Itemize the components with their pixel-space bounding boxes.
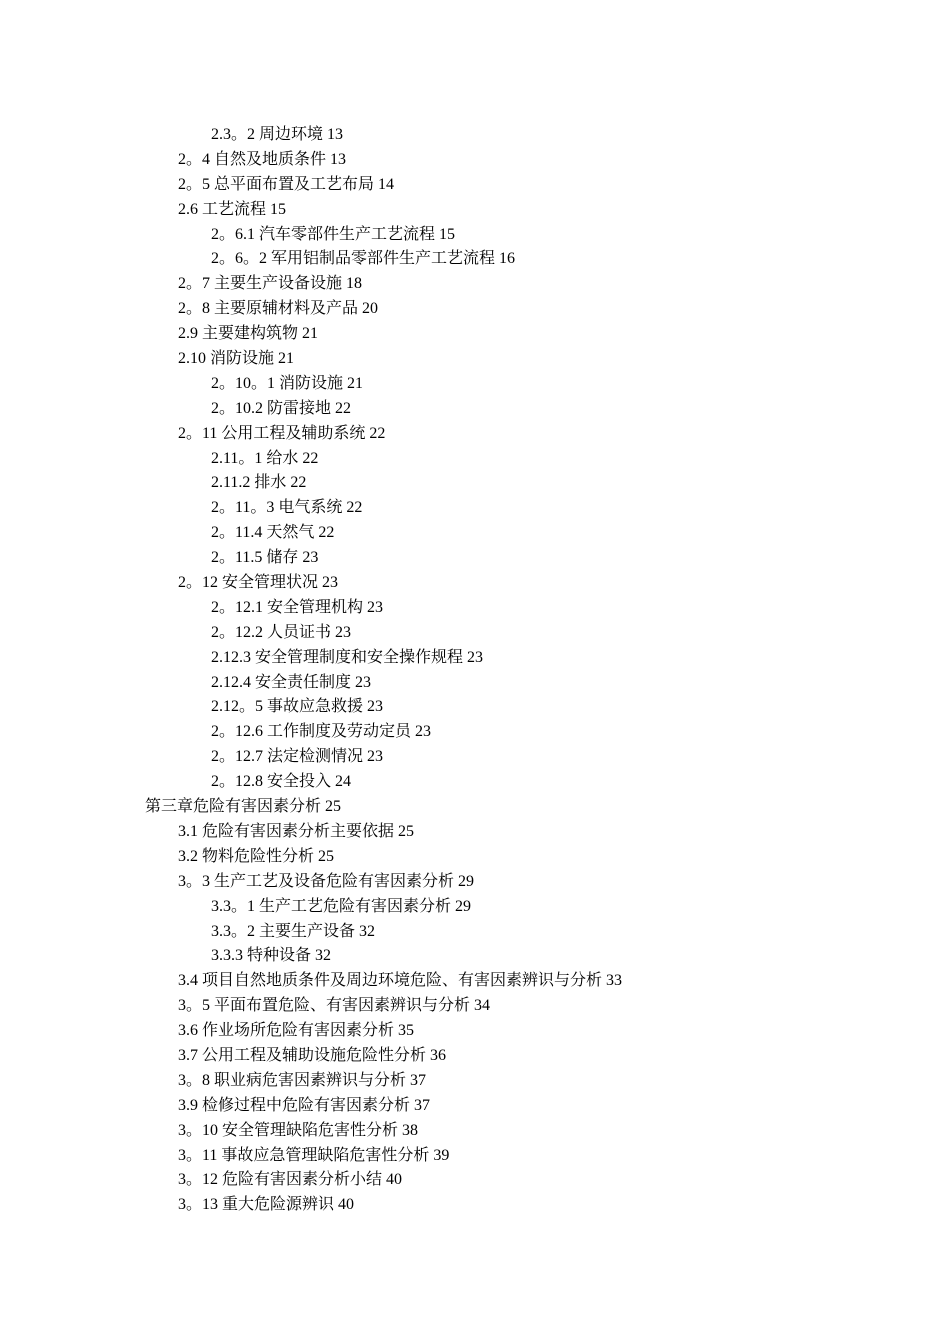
- toc-subsection-entry: 2。10。1 消防设施 21: [211, 374, 364, 392]
- toc-subsection-entry: 2.12。5 事故应急救援 23: [211, 698, 384, 716]
- toc-section-entry: 3.2 物料危险性分析 25: [178, 847, 335, 865]
- toc-section-entry: 2。5 总平面布置及工艺布局 14: [178, 175, 395, 193]
- toc-section-entry: 3。11 事故应急管理缺陷危害性分析 39: [178, 1146, 450, 1164]
- toc-subsection-entry: 2。12.2 人员证书 23: [211, 623, 352, 641]
- toc-subsection-entry: 2。11。3 电气系统 22: [211, 499, 363, 517]
- toc-chapter-entry: 第三章危险有害因素分析 25: [145, 798, 342, 816]
- toc-subsection-entry: 3.3。2 主要生产设备 32: [211, 922, 376, 940]
- toc-subsection-entry: 3.3。1 生产工艺危险有害因素分析 29: [211, 897, 472, 915]
- toc-section-entry: 2。11 公用工程及辅助系统 22: [178, 424, 386, 442]
- toc-subsection-entry: 2。6.1 汽车零部件生产工艺流程 15: [211, 225, 456, 243]
- toc-section-entry: 2。7 主要生产设备设施 18: [178, 275, 363, 293]
- toc-section-entry: 2。4 自然及地质条件 13: [178, 150, 347, 168]
- toc-section-entry: 3.7 公用工程及辅助设施危险性分析 36: [178, 1046, 447, 1064]
- toc-section-entry: 2.9 主要建构筑物 21: [178, 325, 319, 343]
- toc-section-entry: 3。10 安全管理缺陷危害性分析 38: [178, 1121, 419, 1139]
- toc-subsection-entry: 2.12.3 安全管理制度和安全操作规程 23: [211, 648, 484, 666]
- toc-section-entry: 3。3 生产工艺及设备危险有害因素分析 29: [178, 872, 475, 890]
- toc-subsection-entry: 2。11.5 储存 23: [211, 549, 319, 567]
- table-of-contents: [0, 123, 950, 1218]
- toc-subsection-entry: 2。6。2 军用铝制品零部件生产工艺流程 16: [211, 250, 516, 268]
- toc-subsection-entry: 2.11。1 给水 22: [211, 449, 319, 467]
- toc-subsection-entry: 2。12.7 法定检测情况 23: [211, 748, 384, 766]
- toc-subsection-entry: 3.3.3 特种设备 32: [211, 947, 332, 965]
- toc-subsection-entry: 2。12.6 工作制度及劳动定员 23: [211, 723, 432, 741]
- toc-section-entry: 3.1 危险有害因素分析主要依据 25: [178, 822, 415, 840]
- toc-section-entry: 2.10 消防设施 21: [178, 350, 295, 368]
- toc-section-entry: 3。5 平面布置危险、有害因素辨识与分析 34: [178, 997, 491, 1015]
- toc-section-entry: 3.9 检修过程中危险有害因素分析 37: [178, 1096, 431, 1114]
- toc-section-entry: 2.6 工艺流程 15: [178, 200, 287, 218]
- toc-section-entry: 3.4 项目自然地质条件及周边环境危险、有害因素辨识与分析 33: [178, 972, 623, 990]
- toc-subsection-entry: 2。12.1 安全管理机构 23: [211, 598, 384, 616]
- toc-subsection-entry: 2.11.2 排水 22: [211, 474, 307, 492]
- toc-section-entry: 2。12 安全管理状况 23: [178, 574, 339, 592]
- toc-subsection-entry: 2.12.4 安全责任制度 23: [211, 673, 372, 691]
- toc-subsection-entry: 2。11.4 天然气 22: [211, 524, 335, 542]
- toc-subsection-entry: 2.3。2 周边环境 13: [211, 126, 344, 143]
- toc-section-entry: 3。8 职业病危害因素辨识与分析 37: [178, 1071, 427, 1089]
- toc-section-entry: 3。13 重大危险源辨识 40: [178, 1196, 355, 1214]
- toc-section-entry: 3.6 作业场所危险有害因素分析 35: [178, 1022, 415, 1040]
- toc-subsection-entry: 2。10.2 防雷接地 22: [211, 399, 352, 417]
- toc-section-entry: 3。12 危险有害因素分析小结 40: [178, 1171, 403, 1189]
- toc-section-entry: 2。8 主要原辅材料及产品 20: [178, 300, 379, 318]
- toc-subsection-entry: 2。12.8 安全投入 24: [211, 773, 352, 791]
